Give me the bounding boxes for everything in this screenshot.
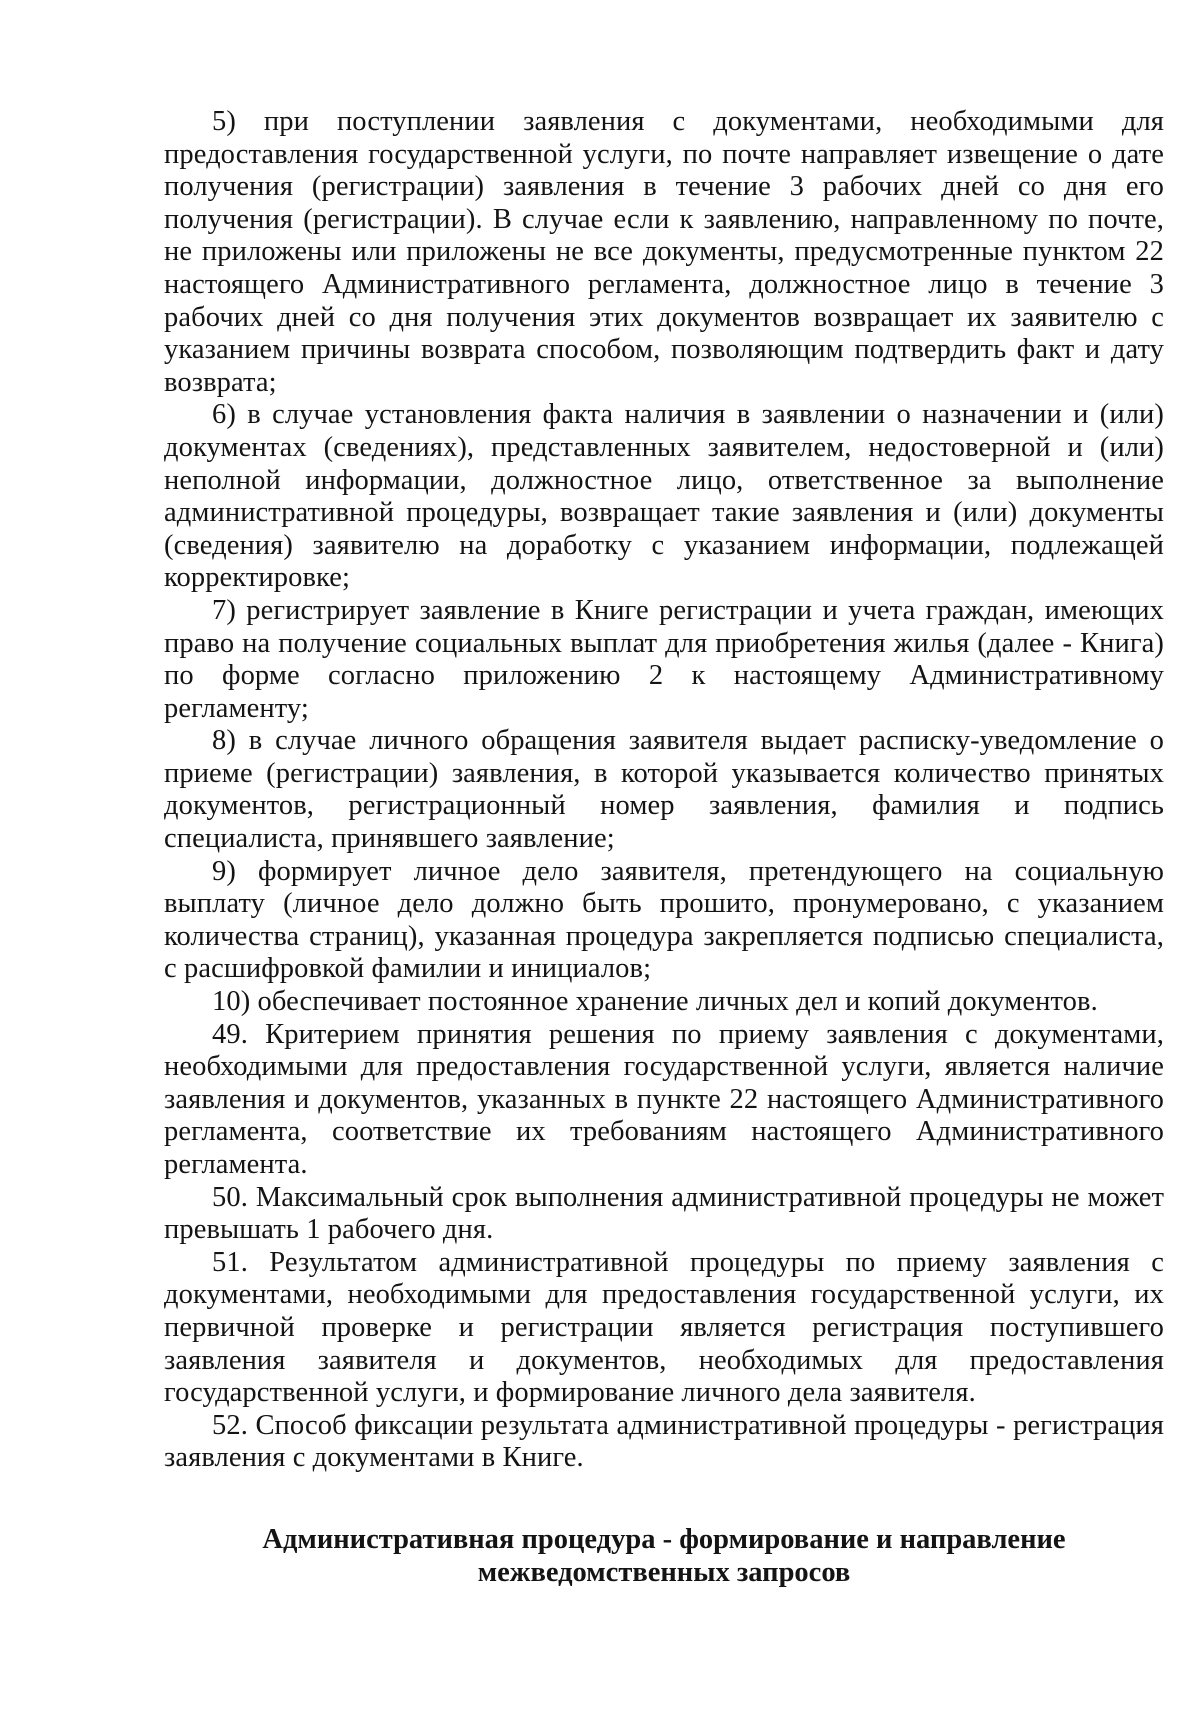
- paragraph-clause-49: 49. Критерием принятия решения по приему заявления с документами, необходимыми для предоставления государственной услуги, является наличие заявления и документов, указанных в пункте 22 настоящего Административного регламента, соответствие их требованиям настоящего Административного регламента.: [164, 1018, 1164, 1180]
- paragraph-item-8: 8) в случае личного обращения заявителя выдает расписку-уведомление о приеме (регистрации) заявления, в которой указывается количество принятых документов, регистрационный номер заявления, фамилия и подпись специалиста, принявшего заявление;: [164, 725, 1164, 855]
- paragraph-clause-52: 52. Способ фиксации результата административной процедуры - регистрация заявления с документами в Книге.: [164, 1409, 1164, 1474]
- paragraph-item-6: 6) в случае установления факта наличия в заявлении о назначении и (или) документах (сведениях), представленных заявителем, недостоверной и (или) неполной информации, должностное лицо, ответственное за выполнение административной процедуры, возвращает такие заявления и (или) документы (сведения) заявителю на доработку с указанием информации, подлежащей корректировке;: [164, 399, 1164, 594]
- document-body: [164, 106, 1164, 1475]
- paragraph-clause-50: 50. Максимальный срок выполнения административной процедуры не может превышать 1 рабочего дня.: [164, 1181, 1164, 1246]
- section-heading-line-1: Административная процедура - формирование и направление: [262, 1524, 1066, 1555]
- paragraph-item-9: 9) формирует личное дело заявителя, претендующего на социальную выплату (личное дело должно быть прошито, пронумеровано, с указанием количества страниц), указанная процедура закрепляется подписью специалиста, с расшифровкой фамилии и инициалов;: [164, 855, 1164, 985]
- paragraph-item-7: 7) регистрирует заявление в Книге регистрации и учета граждан, имеющих право на получение социальных выплат для приобретения жилья (далее - Книга) по форме согласно приложению 2 к настоящему Административному регламенту;: [164, 594, 1164, 724]
- paragraph-clause-51: 51. Результатом административной процедуры по приему заявления с документами, необходимыми для предоставления государственной услуги, их первичной проверке и регистрации является регистрация поступившего заявления заявителя и документов, необходимых для предоставления государственной услуги, и формирование личного дела заявителя.: [164, 1246, 1164, 1409]
- section-heading-line-2: межведомственных запросов: [477, 1556, 851, 1588]
- section-heading: [164, 1524, 1164, 1589]
- paragraph-item-5: 5) при поступлении заявления с документами, необходимыми для предоставления государственной услуги, по почте направляет извещение о дате получения (регистрации) заявления в течение 3 рабочих дней со дня его получения (регистрации). В случае если к заявлению, направленному по почте, не приложены или приложены не все документы, предусмотренные пунктом 22 настоящего Административного регламента, должностное лицо в течение 3 рабочих дней со дня получения этих документов возвращает их заявителю с указанием причины возврата способом, позволяющим подтвердить факт и дату возврата;: [164, 106, 1164, 398]
- paragraph-item-10: 10) обеспечивает постоянное хранение личных дел и копий документов.: [212, 986, 1098, 1018]
